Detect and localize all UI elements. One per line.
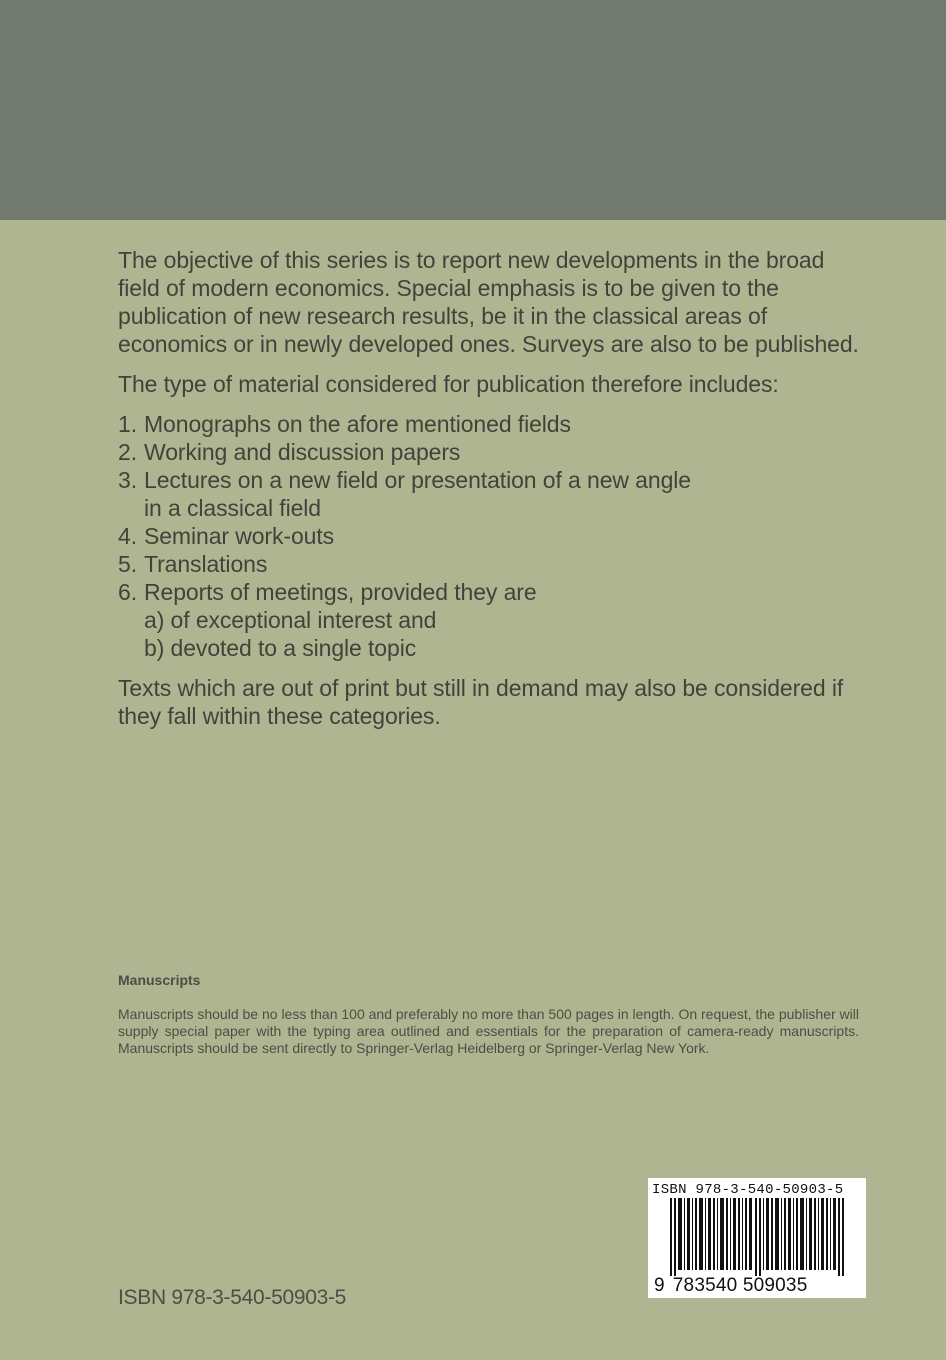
list-number: 5. (118, 551, 137, 577)
list-item (118, 522, 863, 550)
series-description (118, 246, 863, 730)
manuscripts-heading: Manuscripts (118, 972, 201, 988)
list-item (118, 410, 863, 438)
list-subitem-b: b) devoted to a single topic (144, 635, 417, 661)
list-item (118, 438, 863, 466)
list-text: Seminar work-outs (144, 523, 335, 549)
list-item (118, 466, 863, 522)
list-subitem-a: a) of exceptional interest and (144, 607, 437, 633)
list-number: 6. (118, 579, 137, 605)
list-text: Translations (144, 551, 268, 577)
list-number: 2. (118, 439, 137, 465)
list-number: 4. (118, 523, 137, 549)
material-list (118, 410, 863, 662)
list-item (118, 578, 863, 662)
list-text: Reports of meetings, provided they are (144, 579, 537, 605)
list-text: Monographs on the afore mentioned fields (144, 411, 571, 437)
barcode-first-digit: 9 (654, 1275, 665, 1296)
list-item (118, 550, 863, 578)
manuscripts-body: Manuscripts should be no less than 100 and preferably no more than 500 pages in length. On request, the publisher will supply special paper with the typing area outlined and essentials for the preparation of camera-ready manuscripts. Manuscripts should be sent directly to Springer-Verlag Heidelberg or Springer-Verlag New York. (118, 1006, 859, 1056)
intro-paragraph: The objective of this series is to report new developments in the broad field of modern economics. Special emphasis is to be given to the publication of new research results, be it in the classical areas of economics or in newly developed ones. Surveys are also to be published. (118, 247, 859, 357)
barcode-number: 783540 509035 (672, 1275, 808, 1296)
lead-paragraph: The type of material considered for publication therefore includes: (118, 371, 779, 397)
list-text: Working and discussion papers (144, 439, 461, 465)
list-number: 1. (118, 411, 137, 437)
list-number: 3. (118, 467, 137, 493)
manuscripts-section (118, 972, 859, 1057)
barcode-label (648, 1178, 866, 1298)
top-color-band (0, 0, 946, 220)
closing-paragraph: Texts which are out of print but still in demand may also be considered if they fall within these categories. (118, 675, 844, 729)
list-text: Lectures on a new field or presentation of a new angle (144, 467, 691, 493)
isbn-text: ISBN 978-3-540-50903-5 (118, 1286, 347, 1309)
barcode-icon (648, 1198, 866, 1276)
list-text-continuation: in a classical field (144, 495, 321, 521)
barcode-digits (654, 1275, 860, 1297)
barcode-isbn: ISBN 978-3-540-50903-5 (652, 1182, 844, 1198)
